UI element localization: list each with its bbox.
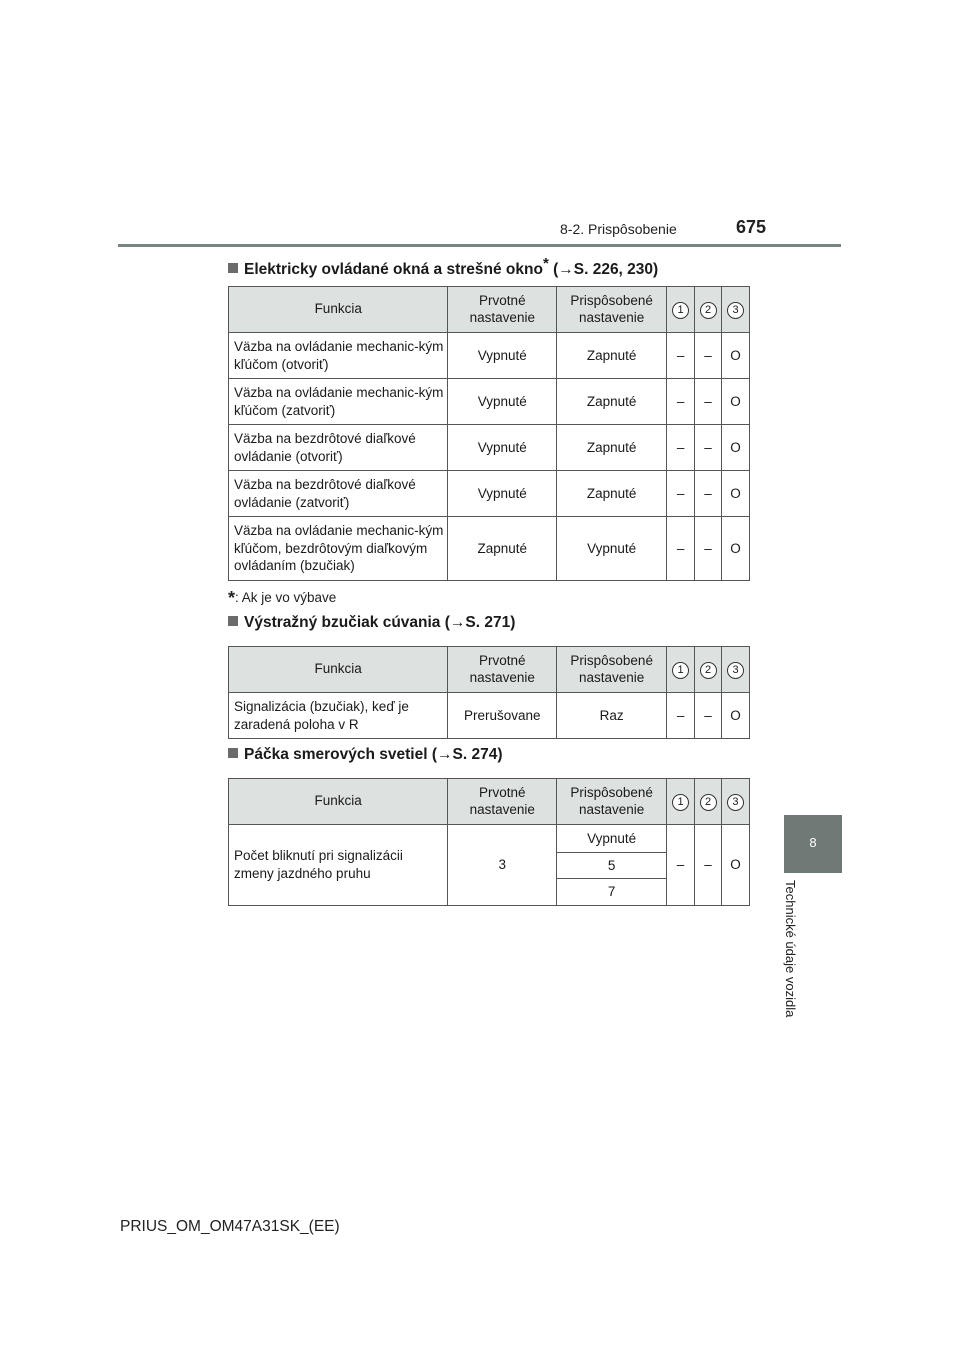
cell-function: Väzba na bezdrôtové diaľkové ovládanie (zatvoriť) xyxy=(229,471,448,517)
col-function: Funkcia xyxy=(229,287,448,333)
document-code: PRIUS_OM_OM47A31SK_(EE) xyxy=(120,1218,340,1235)
cell-initial: Vypnuté xyxy=(448,333,557,379)
col-initial: Prvotné nastavenie xyxy=(448,647,557,693)
header-section-title: 8-2. Prispôsobenie xyxy=(560,221,677,237)
cell-c2: – xyxy=(695,425,722,471)
col-custom: Prispôsobené nastavenie xyxy=(557,779,667,825)
cell-c2: – xyxy=(695,825,722,906)
table-header-row xyxy=(229,287,750,333)
cell-custom: Zapnuté xyxy=(557,471,667,517)
cell-initial: Zapnuté xyxy=(448,517,557,581)
cell-initial: Prerušovane xyxy=(448,693,557,739)
col-1 xyxy=(667,779,695,825)
table-header-row xyxy=(229,779,750,825)
col-2 xyxy=(695,287,722,333)
cell-c3: O xyxy=(722,333,750,379)
cell-c2: – xyxy=(695,379,722,425)
cell-function: Väzba na ovládanie mechanic-kým kľúčom (zatvoriť) xyxy=(229,379,448,425)
square-bullet-icon xyxy=(228,263,238,273)
col-2 xyxy=(695,647,722,693)
cell-initial: Vypnuté xyxy=(448,425,557,471)
cell-custom-option: 7 xyxy=(557,879,667,906)
col-function: Funkcia xyxy=(229,647,448,693)
col-1 xyxy=(667,647,695,693)
square-bullet-icon xyxy=(228,748,238,758)
col-initial: Prvotné nastavenie xyxy=(448,779,557,825)
cell-function: Signalizácia (bzučiak), keď je zaradená poloha v R xyxy=(229,693,448,739)
cell-c1: – xyxy=(667,333,695,379)
cell-custom-option: Vypnuté xyxy=(557,825,667,853)
table-row xyxy=(229,471,750,517)
cell-initial: Vypnuté xyxy=(448,379,557,425)
circle-3-icon: 3 xyxy=(727,302,744,319)
cell-c2: – xyxy=(695,333,722,379)
circle-1-icon: 1 xyxy=(672,662,689,679)
col-function: Funkcia xyxy=(229,779,448,825)
table-row xyxy=(229,825,750,853)
cell-c3: O xyxy=(721,825,749,906)
table-header-row xyxy=(229,647,750,693)
col-3 xyxy=(721,779,749,825)
col-3 xyxy=(722,287,750,333)
cell-c3: O xyxy=(722,693,750,739)
circle-1-icon: 1 xyxy=(672,302,689,319)
circle-2-icon: 2 xyxy=(700,794,717,811)
circle-2-icon: 2 xyxy=(700,302,717,319)
table-row xyxy=(229,333,750,379)
chapter-label-container xyxy=(784,880,804,1040)
cell-c1: – xyxy=(667,517,695,581)
circle-1-icon: 1 xyxy=(672,794,689,811)
header-divider xyxy=(118,244,841,247)
cell-custom: Vypnuté xyxy=(557,517,667,581)
cell-c3: O xyxy=(722,471,750,517)
cell-c3: O xyxy=(722,425,750,471)
cell-function: Väzba na ovládanie mechanic-kým kľúčom (otvoriť) xyxy=(229,333,448,379)
table-row xyxy=(229,379,750,425)
cell-initial: 3 xyxy=(448,825,557,906)
chapter-tab xyxy=(784,815,842,873)
col-3 xyxy=(722,647,750,693)
section-title-turn-signal: Páčka smerových svetiel (→S. 274) xyxy=(228,746,503,764)
col-2 xyxy=(695,779,722,825)
col-custom: Prispôsobené nastavenie xyxy=(557,647,667,693)
cell-custom: Zapnuté xyxy=(557,425,667,471)
cell-custom: Raz xyxy=(557,693,667,739)
col-initial: Prvotné nastavenie xyxy=(448,287,557,333)
cell-custom: Zapnuté xyxy=(557,333,667,379)
col-1 xyxy=(667,287,695,333)
table-windows xyxy=(228,286,750,581)
table-row xyxy=(229,425,750,471)
circle-3-icon: 3 xyxy=(727,794,744,811)
cell-c3: O xyxy=(722,517,750,581)
cell-function: Väzba na ovládanie mechanic-kým kľúčom, bezdrôtovým diaľkovým ovládaním (bzučiak) xyxy=(229,517,448,581)
cell-c1: – xyxy=(667,825,695,906)
col-custom: Prispôsobené nastavenie xyxy=(557,287,667,333)
cell-c2: – xyxy=(695,517,722,581)
cell-c1: – xyxy=(667,379,695,425)
cell-function: Väzba na bezdrôtové diaľkové ovládanie (otvoriť) xyxy=(229,425,448,471)
cell-c1: – xyxy=(667,425,695,471)
page-number: 675 xyxy=(736,217,767,237)
cell-custom-option: 5 xyxy=(557,853,667,879)
table-reverse-buzzer xyxy=(228,646,750,739)
cell-c1: – xyxy=(667,471,695,517)
cell-initial: Vypnuté xyxy=(448,471,557,517)
section-title-windows: Elektricky ovládané okná a strešné okno* (→S. 226, 230) xyxy=(228,255,658,279)
section-title-reverse-buzzer: Výstražný bzučiak cúvania (→S. 271) xyxy=(228,614,515,632)
cell-function: Počet bliknutí pri signalizácii zmeny jazdného pruhu xyxy=(229,825,448,906)
cell-custom: Zapnuté xyxy=(557,379,667,425)
table-turn-signal xyxy=(228,778,750,906)
circle-2-icon: 2 xyxy=(700,662,717,679)
table-row xyxy=(229,693,750,739)
square-bullet-icon xyxy=(228,616,238,626)
cell-c1: – xyxy=(667,693,695,739)
footnote: *: Ak je vo výbave xyxy=(228,588,337,608)
chapter-number: 8 xyxy=(809,835,817,850)
cell-c2: – xyxy=(695,471,722,517)
table-row xyxy=(229,517,750,581)
cell-c3: O xyxy=(722,379,750,425)
cell-c2: – xyxy=(695,693,722,739)
chapter-label: Technické údaje vozidla xyxy=(783,880,798,1018)
circle-3-icon: 3 xyxy=(727,662,744,679)
